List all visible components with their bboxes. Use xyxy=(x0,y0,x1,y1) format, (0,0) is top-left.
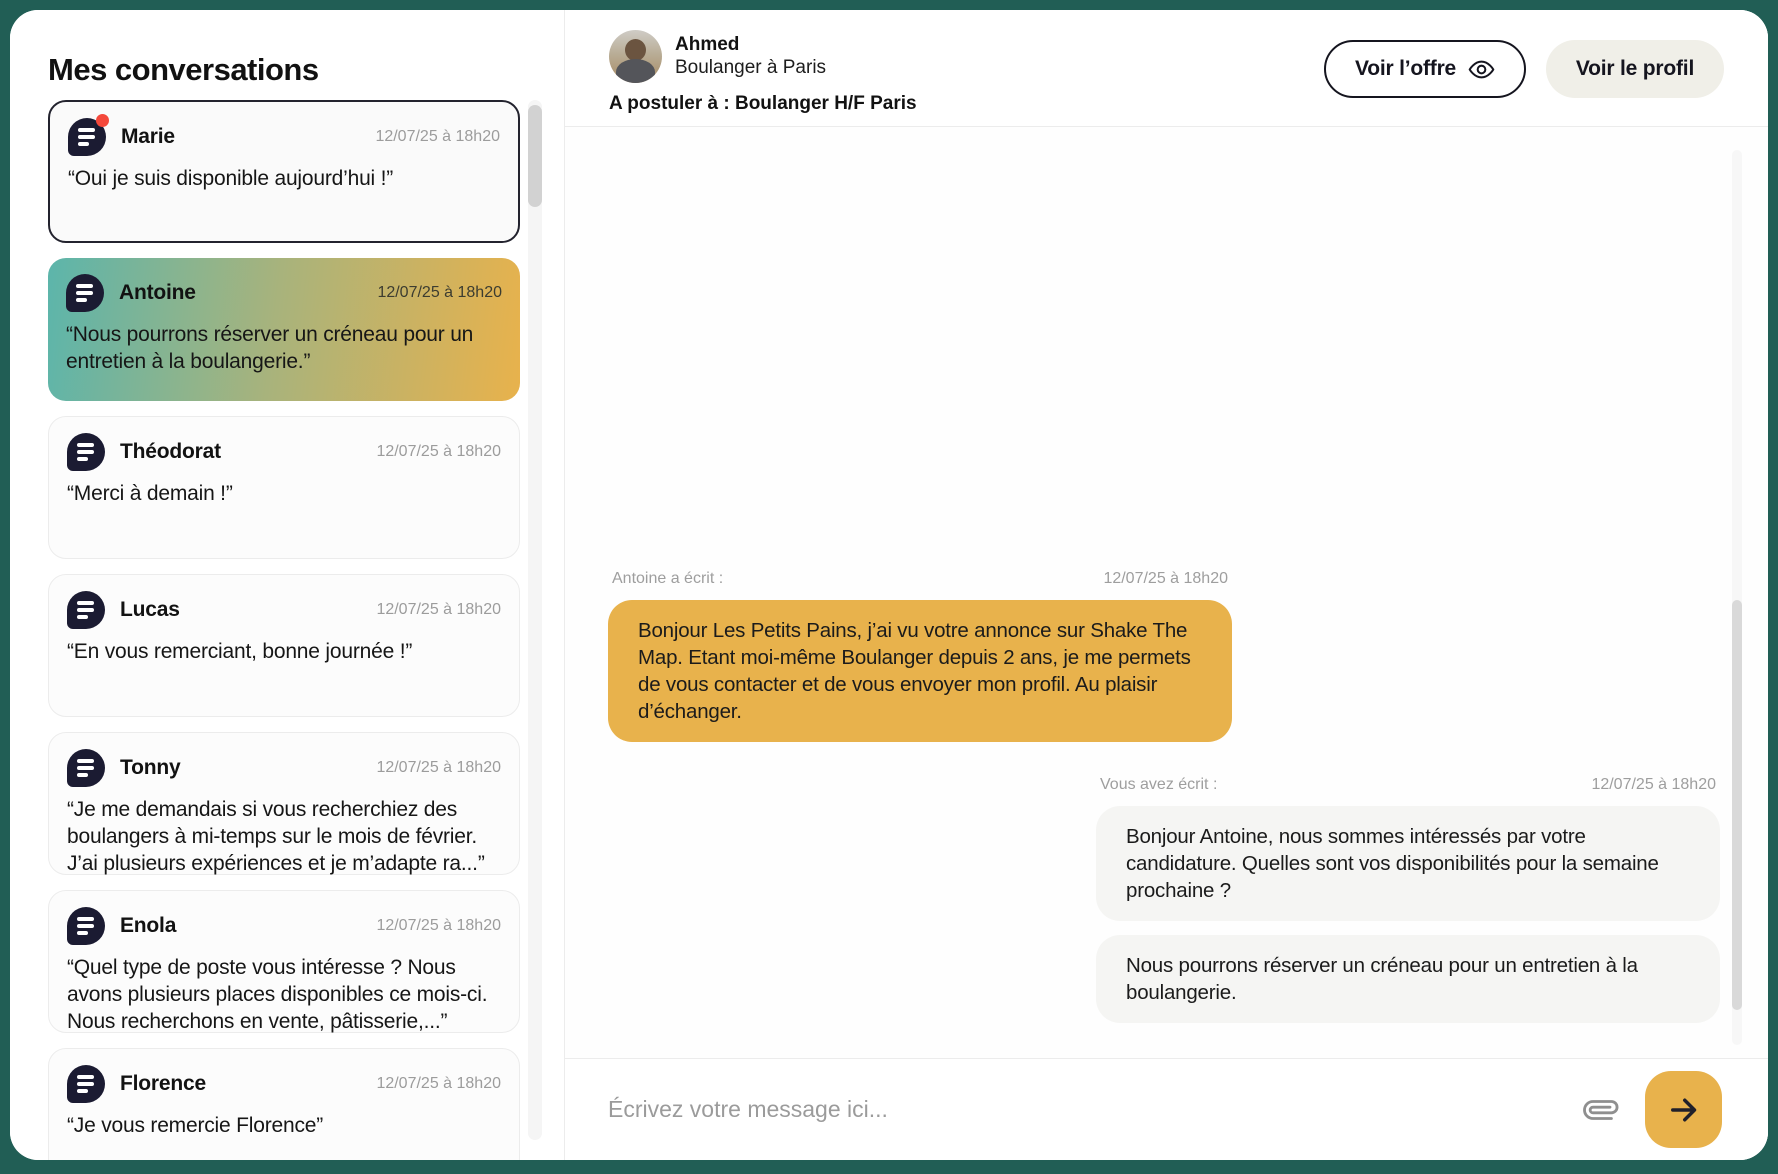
message-meta xyxy=(608,570,1232,588)
eye-icon xyxy=(1468,56,1495,83)
speech-bubble-icon xyxy=(66,274,104,312)
conversations-sidebar xyxy=(10,10,565,1160)
chat-scrollbar-thumb[interactable] xyxy=(1732,600,1742,1010)
view-profile-button[interactable] xyxy=(1546,40,1724,98)
message-author-label: Vous avez écrit : xyxy=(1100,775,1218,793)
message-composer xyxy=(565,1058,1768,1160)
speech-bubble-icon xyxy=(67,907,105,945)
message-author-label: Antoine a écrit : xyxy=(612,569,724,587)
message-bubble: Bonjour Les Petits Pains, j’ai vu votre annonce sur Shake The Map. Etant moi-même Boulanger depuis 2 ans, je me permets de vous contacter et de vous envoyer mon profil. Au plaisir d’échanger. xyxy=(608,600,1232,742)
speech-bubble-icon xyxy=(68,118,106,156)
conversation-head xyxy=(68,118,500,156)
spacer xyxy=(608,756,1720,776)
conversation-preview: “Je vous remercie Florence” xyxy=(67,1114,324,1137)
chat-scrollbar[interactable] xyxy=(1732,150,1742,1045)
send-button[interactable] xyxy=(1645,1071,1722,1148)
unread-dot xyxy=(96,114,109,127)
conversation-preview: “En vous remerciant, bonne journée !” xyxy=(67,640,413,663)
paperclip-icon[interactable] xyxy=(1581,1090,1621,1130)
conversation-item-lucas[interactable] xyxy=(48,574,520,717)
conversation-timestamp: 12/07/25 à 18h20 xyxy=(376,1075,501,1092)
conversation-preview: “Merci à demain !” xyxy=(67,482,233,505)
conversation-name: Marie xyxy=(121,125,175,148)
peer-names xyxy=(675,34,826,79)
message-group-sent xyxy=(1096,776,1720,1023)
view-profile-label: Voir le profil xyxy=(1575,57,1695,80)
conversation-timestamp: 12/07/25 à 18h20 xyxy=(375,128,500,145)
header-actions xyxy=(1324,40,1724,98)
conversation-name: Enola xyxy=(120,914,177,937)
view-offer-button[interactable] xyxy=(1324,40,1526,98)
sidebar-title: Mes conversations xyxy=(48,52,319,87)
conversation-list xyxy=(48,100,520,1160)
conversation-timestamp: 12/07/25 à 18h20 xyxy=(376,917,501,934)
view-offer-label: Voir l’offre xyxy=(1354,57,1457,80)
speech-bubble-icon xyxy=(67,433,105,471)
conversation-item-theodorat[interactable] xyxy=(48,416,520,559)
peer-subtitle: Boulanger à Paris xyxy=(675,57,827,78)
message-timestamp: 12/07/25 à 18h20 xyxy=(1591,775,1716,793)
conversation-item-florence[interactable] xyxy=(48,1048,520,1160)
conversation-item-marie[interactable] xyxy=(48,100,520,243)
app-window xyxy=(10,10,1768,1160)
conversation-timestamp: 12/07/25 à 18h20 xyxy=(377,284,502,301)
conversation-head xyxy=(67,591,501,629)
conversation-item-tonny[interactable] xyxy=(48,732,520,875)
conversation-timestamp: 12/07/25 à 18h20 xyxy=(376,759,501,776)
message-group-received xyxy=(608,570,1232,756)
speech-bubble-icon xyxy=(67,591,105,629)
sidebar-scrollbar[interactable] xyxy=(528,100,542,1140)
conversation-item-enola[interactable] xyxy=(48,890,520,1033)
arrow-right-icon xyxy=(1666,1092,1702,1128)
conversation-preview: “Oui je suis disponible aujourd’hui !” xyxy=(68,167,394,190)
message-timestamp: 12/07/25 à 18h20 xyxy=(1103,569,1228,587)
sidebar-scrollbar-thumb[interactable] xyxy=(528,105,542,207)
speech-bubble-icon xyxy=(67,749,105,787)
chat-panel xyxy=(565,10,1768,1160)
conversation-timestamp: 12/07/25 à 18h20 xyxy=(376,601,501,618)
conversation-timestamp: 12/07/25 à 18h20 xyxy=(376,443,501,460)
message-area[interactable] xyxy=(565,127,1768,1058)
avatar xyxy=(609,30,662,83)
conversation-item-antoine[interactable] xyxy=(48,258,520,401)
speech-bubble-icon xyxy=(67,1065,105,1103)
conversation-head xyxy=(67,1065,501,1103)
conversation-head xyxy=(67,907,501,945)
message-input[interactable] xyxy=(608,1096,1581,1123)
conversation-name: Florence xyxy=(120,1072,206,1095)
conversation-preview: “Quel type de poste vous intéresse ? Nous avons plusieurs places disponibles ce mois-ci. Nous recherchons en vente, pâtisserie,...” xyxy=(67,956,488,1033)
chat-header xyxy=(565,10,1768,127)
message-meta xyxy=(1096,776,1720,794)
message-bubble: Bonjour Antoine, nous sommes intéressés par votre candidature. Quelles sont vos disponibilités pour la semaine prochaine ? xyxy=(1096,806,1720,921)
conversation-preview: “Je me demandais si vous recherchiez des boulangers à mi-temps sur le mois de février. J’ai plusieurs expériences et je m’adapte ra...” xyxy=(67,798,485,875)
applied-job-line: A postuler à : Boulanger H/F Paris xyxy=(609,93,917,114)
message-bubble: Nous pourrons réserver un créneau pour un entretien à la boulangerie. xyxy=(1096,935,1720,1023)
conversation-head xyxy=(66,274,502,312)
conversation-name: Tonny xyxy=(120,756,181,779)
peer-name: Ahmed xyxy=(675,34,740,55)
conversation-name: Antoine xyxy=(119,281,196,304)
conversation-preview: “Nous pourrons réserver un créneau pour un entretien à la boulangerie.” xyxy=(66,323,474,373)
conversation-name: Lucas xyxy=(120,598,180,621)
conversation-name: Théodorat xyxy=(120,440,221,463)
conversation-head xyxy=(67,749,501,787)
conversation-head xyxy=(67,433,501,471)
